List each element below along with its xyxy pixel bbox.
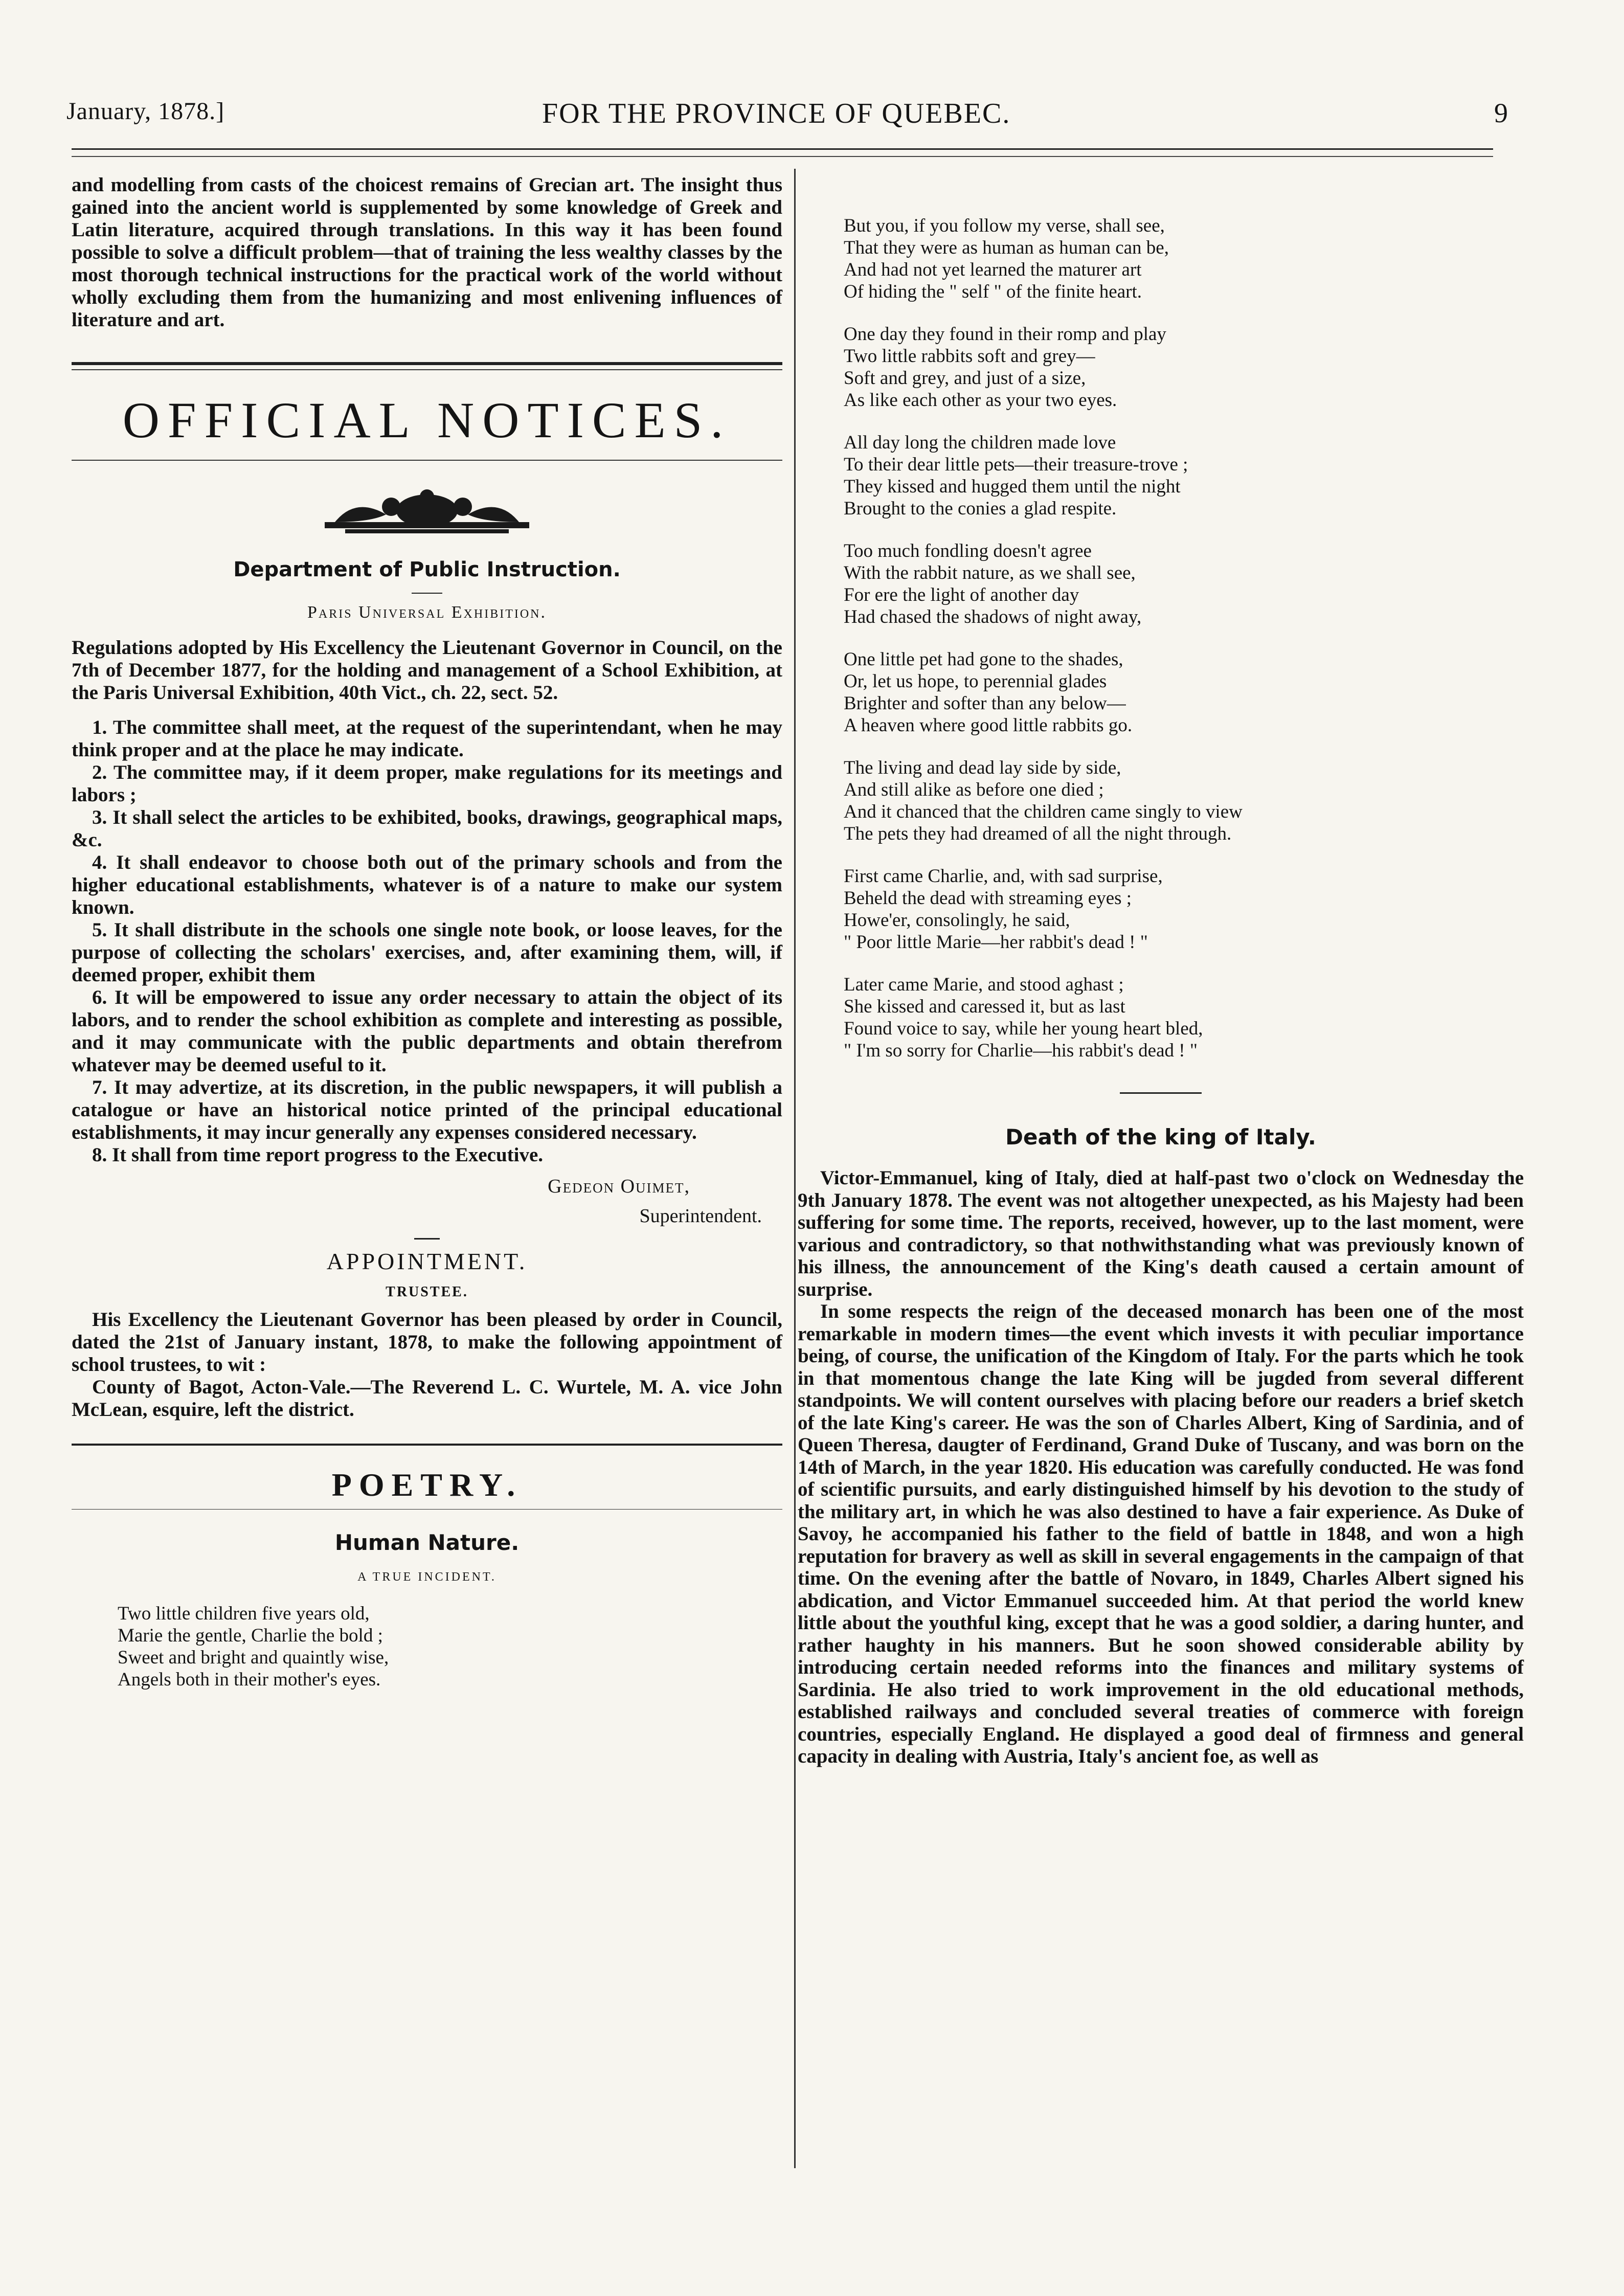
poem-subtitle: A TRUE INCIDENT. — [357, 1570, 497, 1584]
poem-line: First came Charlie, and, with sad surprise, — [844, 866, 1163, 887]
signature-block — [72, 1172, 782, 1231]
poem-line: That they were as human as human can be, — [844, 237, 1169, 258]
poem-stanza — [844, 865, 1524, 953]
regulation-item: 1. The committee shall meet, at the request of the superintendant, when he may think proper and at the place he may indicate. — [72, 716, 782, 761]
department-title: Department of Public Instruction. — [233, 558, 621, 581]
regulations-list — [72, 716, 782, 1166]
poem-line: But you, if you follow my verse, shall see, — [844, 215, 1165, 236]
poem-line: Brighter and softer than any below— — [844, 693, 1126, 714]
poem-line: To their dear little pets—their treasure-trove ; — [844, 454, 1188, 475]
signature-name: Gedeon Ouimet, — [548, 1176, 690, 1197]
poem-line: One little pet had gone to the shades, — [844, 649, 1123, 670]
poem-line: For ere the light of another day — [844, 584, 1079, 605]
exhibition-subtitle: Paris Universal Exhibition. — [307, 603, 547, 622]
poem-line: And it chanced that the children came singly to view — [844, 801, 1243, 822]
appointment-subtitle: TRUSTEE. — [386, 1284, 468, 1300]
regulation-item: 6. It will be empowered to issue any order necessary to attain the object of its labors, and to render the school exhibition as complete and interesting as possible, and it may communicate with the public departments and obtain therefrom whatever may be deemed useful to it. — [72, 986, 782, 1076]
poem-stanza — [844, 974, 1524, 1062]
poem-line: Two little children five years old, — [118, 1603, 370, 1624]
poem-line: Two little rabbits soft and grey— — [844, 346, 1095, 367]
header-date: January, 1878.] — [66, 98, 225, 125]
intro-paragraph: and modelling from casts of the choicest remains of Grecian art. The insight thus gained into the ancient world is supplemented by some knowledge of Greek and Latin literature, acquired through translations. In this way it has been found possible to solve a difficult problem—that of training the less wealthy classes by the most thorough technical instructions for the practical work of the world without wholly excluding them from the humanizing and most enlivening influences of literature and art. — [72, 174, 782, 331]
poem-stanza — [844, 540, 1524, 628]
article-paragraph: Victor-Emmanuel, king of Italy, died at half-past two o'clock on Wednesday the 9th January 1878. The event was not altogether unexpected, as his Majesty had been suffering for some time. The reports, received, however, up to the last moment, were various and contradictory, so that nothwithstanding what was previously known of his illness, the announcement of the King's death caused a certain amount of surprise. — [798, 1167, 1524, 1300]
poem-stanza — [844, 323, 1524, 411]
poem-line: As like each other as your two eyes. — [844, 390, 1117, 411]
column-divider — [794, 169, 796, 2168]
poem-title: Human Nature. — [334, 1530, 520, 1555]
regulation-item: 4. It shall endeavor to choose both out of the primary schools and from the higher educational establishments, whatever is of a nature to make our system known. — [72, 851, 782, 918]
poem-stanza — [844, 432, 1524, 520]
poem-line: The pets they had dreamed of all the night through. — [844, 823, 1232, 844]
poem-line: Too much fondling doesn't agree — [844, 541, 1092, 561]
poem-stanzas-right — [798, 215, 1524, 1062]
appointment-text: His Excellency the Lieutenant Governor has been pleased by order in Council, dated the 21st of January instant, 1878, to make the following appointment of school trustees, to wit : — [72, 1309, 782, 1376]
poem-line: She kissed and caressed it, but as last — [844, 996, 1125, 1017]
poem-stanza — [844, 757, 1524, 845]
signature-title: Superintendent. — [639, 1205, 762, 1227]
poem-line: With the rabbit nature, as we shall see, — [844, 562, 1136, 583]
poem-stanza — [844, 215, 1524, 303]
official-notices-title: OFFICIAL NOTICES. — [122, 392, 732, 448]
poem-line: One day they found in their romp and play — [844, 324, 1166, 345]
poem-line: And had not yet learned the maturer art — [844, 259, 1142, 280]
header-rule-secondary — [72, 156, 1493, 157]
poem-line: Beheld the dead with streaming eyes ; — [844, 888, 1132, 909]
poem-line: Of hiding the " self " of the finite heart. — [844, 281, 1142, 302]
appointment-title: APPOINTMENT. — [326, 1248, 528, 1274]
regulation-item: 3. It shall select the articles to be exhibited, books, drawings, geographical maps, &c. — [72, 806, 782, 851]
poem-line: Marie the gentle, Charlie the bold ; — [118, 1625, 383, 1646]
poem-line: A heaven where good little rabbits go. — [844, 715, 1133, 736]
poem-line: Howe'er, consolingly, he said, — [844, 910, 1070, 931]
poetry-title: POETRY. — [331, 1467, 523, 1503]
left-column — [72, 174, 782, 1711]
section-rule-thin — [72, 369, 782, 370]
poem-stanza — [118, 1603, 782, 1691]
header-rule — [72, 148, 1493, 150]
regulation-item: 7. It may advertize, at its discretion, in the public newspapers, it will publish a catalogue or have an historical notice printed of the principal educational establishments, it may incur generally any expenses considered necessary. — [72, 1076, 782, 1143]
poem-line: Soft and grey, and just of a size, — [844, 368, 1086, 389]
poem-line: Had chased the shadows of night away, — [844, 606, 1142, 627]
poem-line: The living and dead lay side by side, — [844, 757, 1121, 778]
poem-line: Found voice to say, while her young heart bled, — [844, 1018, 1203, 1039]
regulation-item: 8. It shall from time report progress to the Executive. — [92, 1144, 544, 1166]
poem-line: " Poor little Marie—her rabbit's dead ! " — [844, 932, 1148, 953]
poem-line: Brought to the conies a glad respite. — [844, 498, 1117, 519]
poem-line: And still alike as before one died ; — [844, 779, 1104, 800]
poem-stanza — [844, 648, 1524, 736]
poem-stanza-left — [72, 1603, 782, 1691]
header-title: FOR THE PROVINCE OF QUEBEC. — [542, 98, 1011, 129]
crest-ornament-icon — [314, 486, 539, 543]
poem-line: Later came Marie, and stood aghast ; — [844, 974, 1124, 995]
poem-line: They kissed and hugged them until the night — [844, 476, 1181, 497]
article-paragraph: In some respects the reign of the deceased monarch has been one of the most remarkable in modern times—the event which invests it with peculiar importance being, of course, the unification of the Kingdom of Italy. For the parts which he took in that momentous change the late King will be jugded from several different standpoints. We will content ourselves with placing before our readers a brief sketch of the late King's career. He was the son of Charles Albert, King of Sardinia, and of Queen Theresa, daugter of Ferdinand, Grand Duke of Tuscany, and was born on the 14th of March, in the year 1820. His education was carefully conducted. He was fond of scientific pursuits, and early distinguished himself by his devotion to the study of the military art, in which he was also destined to have a fair experience. As Duke of Savoy, he accompanied his father to the field of battle in 1848, and won a high reputation for bravery as well as skill in several engagements in the campaign of that time. On the evening after the battle of Novaro, in 1849, Charles Albert signed his abdication, and Victor Emmanuel succeeded him. At that period the world knew little about the youthful king, except that he was a good soldier, a daring hunter, and rather haughty in his manners. But he soon showed considerable ability by introducing certain needed reforms into the finances and military systems of Sardinia. He also tried to work improvement in the old educational methods, established railways and concluded several treaties of commerce with foreign countries, especially England. He displayed a good deal of firmness and general capacity in dealing with Austria, Italy's ancient foe, as well as — [798, 1300, 1524, 1767]
poem-line: Angels both in their mother's eyes. — [118, 1669, 381, 1690]
death-article-body — [798, 1167, 1524, 1768]
poem-line: All day long the children made love — [844, 432, 1116, 453]
poem-line: Sweet and bright and quaintly wise, — [118, 1647, 389, 1668]
regulation-item: 5. It shall distribute in the schools one single note book, or loose leaves, for the purpose of collecting the scholars' exercises, and, after examining them, will, if deemed proper, exhibit them — [72, 919, 782, 986]
page-number: 9 — [1494, 98, 1508, 128]
regulations-intro: Regulations adopted by His Excellency the Lieutenant Governor in Council, on the 7th of December 1877, for the holding and management of a School Exhibition, at the Paris Universal Exhibition, 40th Vict., ch. 22, sect. 52. — [72, 637, 782, 704]
poem-line: " I'm so sorry for Charlie—his rabbit's dead ! " — [844, 1040, 1198, 1061]
appointment-detail: County of Bagot, Acton-Vale.—The Reverend L. C. Wurtele, M. A. vice John McLean, esquire, left the district. — [72, 1376, 782, 1421]
death-article-title: Death of the king of Italy. — [1005, 1124, 1316, 1150]
regulation-item: 2. The committee may, if it deem proper, make regulations for its meetings and labors ; — [72, 761, 782, 806]
poem-line: Or, let us hope, to perennial glades — [844, 671, 1107, 692]
right-column — [798, 215, 1524, 1768]
